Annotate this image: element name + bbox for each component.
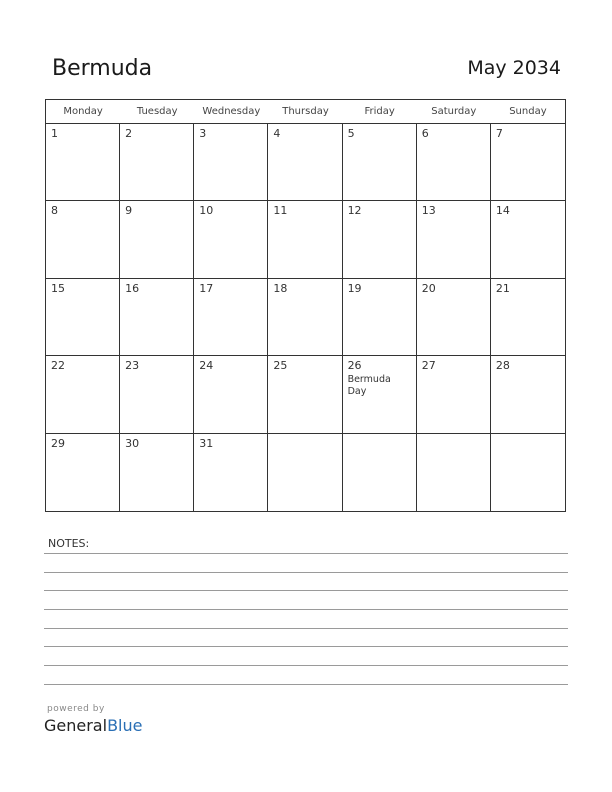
powered-by-text: powered by: [47, 704, 105, 714]
weekday-header-row: [46, 100, 565, 124]
note-line: [44, 553, 568, 554]
day-number: 1: [51, 127, 58, 140]
day-number: 5: [347, 127, 355, 140]
brand-blue-text: Blue: [107, 716, 143, 735]
day-number: 9: [125, 204, 133, 218]
day-cell: [268, 434, 342, 511]
day-cell: [120, 434, 194, 511]
day-number: 2: [125, 127, 133, 140]
day-number: 22: [51, 359, 65, 373]
day-number: 23: [125, 359, 140, 373]
weekday-header: Sunday: [509, 106, 547, 117]
day-number: 28: [495, 359, 510, 373]
day-number: 25: [273, 359, 288, 373]
day-number: 18: [273, 281, 288, 295]
day-cell: [491, 434, 565, 511]
note-line: [44, 609, 568, 610]
day-cell: [194, 356, 268, 433]
day-number: 7: [495, 127, 503, 140]
country-title: Bermuda: [52, 56, 153, 81]
day-cell: [343, 279, 417, 356]
day-cell: [120, 279, 194, 356]
day-cell: [268, 279, 342, 356]
day-number: 19: [347, 281, 362, 295]
holiday-label: Bermuda Day: [347, 374, 391, 398]
day-number: 20: [421, 281, 436, 295]
day-cell: [491, 201, 565, 278]
day-number: 31: [199, 436, 214, 450]
day-number: 16: [125, 281, 140, 295]
note-line: [44, 628, 568, 629]
day-number: 24: [199, 359, 214, 373]
brand-general-text: General: [44, 716, 108, 735]
day-cell: [417, 124, 491, 201]
day-cell: [343, 434, 417, 511]
weekday-header: Monday: [63, 106, 103, 117]
calendar-grid: [45, 99, 566, 512]
day-number: 6: [421, 127, 429, 140]
day-number: 30: [125, 436, 140, 450]
day-cell: [46, 201, 120, 278]
day-number: 3: [199, 127, 207, 140]
day-number: 17: [199, 281, 214, 295]
day-cell: [417, 434, 491, 511]
notes-label: NOTES:: [48, 537, 90, 550]
day-number: 11: [273, 204, 288, 218]
day-number: 21: [495, 281, 510, 295]
day-number: 8: [51, 204, 58, 218]
note-line: [44, 590, 568, 591]
day-cell: [194, 279, 268, 356]
day-cell: [417, 279, 491, 356]
day-cell: [194, 434, 268, 511]
day-number: 27: [421, 359, 436, 373]
note-line: [44, 646, 568, 647]
note-line: [44, 572, 568, 573]
brand-logo: [44, 716, 142, 735]
calendar-days: [46, 124, 565, 511]
weekday-header: Wednesday: [202, 106, 261, 117]
day-cell: [46, 124, 120, 201]
day-cell: [194, 201, 268, 278]
day-number: 12: [347, 204, 362, 218]
day-cell: [46, 356, 120, 433]
day-cell: [343, 201, 417, 278]
month-year-title: May 2034: [467, 57, 561, 79]
day-number: 29: [51, 436, 65, 450]
day-cell: [491, 279, 565, 356]
day-cell: [343, 356, 417, 433]
weekday-header: Saturday: [431, 106, 477, 117]
day-cell: [491, 356, 565, 433]
day-number: 26: [347, 359, 362, 373]
day-number: 15: [51, 281, 65, 295]
day-cell: [120, 356, 194, 433]
day-cell: [268, 201, 342, 278]
day-cell: [120, 201, 194, 278]
day-cell: [268, 356, 342, 433]
day-number: 10: [199, 204, 214, 218]
day-cell: [417, 201, 491, 278]
day-number: 4: [273, 127, 281, 140]
day-number: 13: [421, 204, 436, 218]
day-cell: [120, 124, 194, 201]
note-line: [44, 665, 568, 666]
day-cell: [46, 279, 120, 356]
weekday-header: Friday: [364, 106, 395, 117]
day-cell: [343, 124, 417, 201]
day-cell: [417, 356, 491, 433]
day-cell: [491, 124, 565, 201]
day-number: 14: [495, 204, 510, 218]
note-line: [44, 684, 568, 685]
weekday-header: Thursday: [282, 106, 329, 117]
weekday-header: Tuesday: [136, 106, 178, 117]
day-cell: [194, 124, 268, 201]
day-cell: [46, 434, 120, 511]
day-cell: [268, 124, 342, 201]
